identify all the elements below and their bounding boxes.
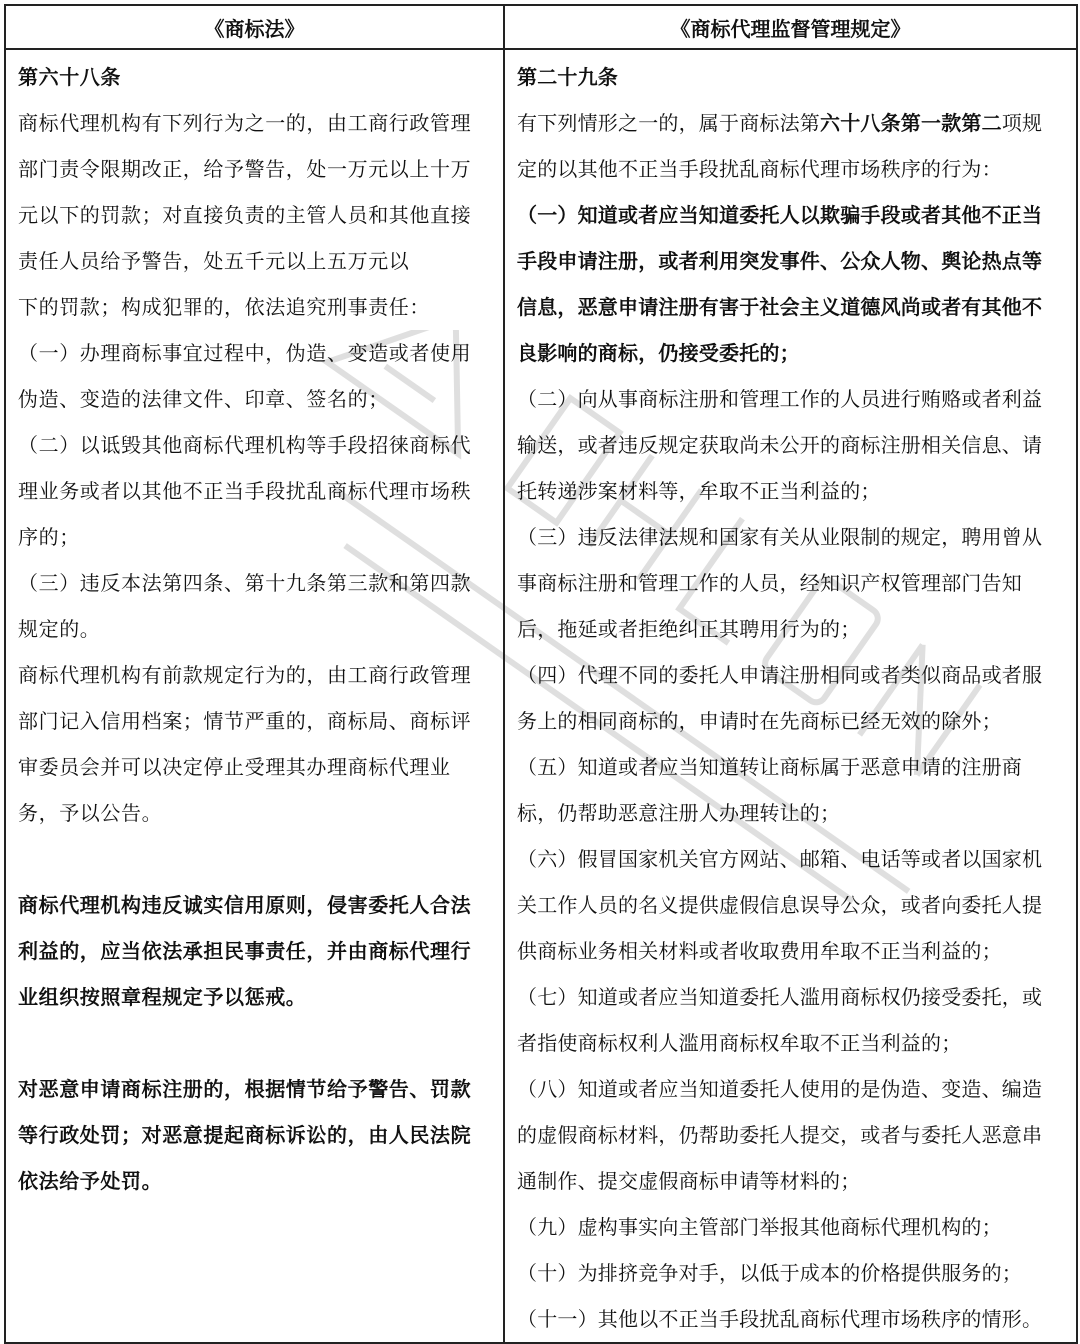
right-text-line: （七）知道或者应当知道委托人滥用商标权仍接受委托，或 [517, 985, 1043, 1009]
right-intro-line [517, 100, 1064, 146]
left-bold-line: 利益的，应当依法承担民事责任，并由商标代理行 [18, 939, 472, 963]
right-text-line: （三）违反法律法规和国家有关从业限制的规定，聘用曾从 [517, 525, 1043, 549]
right-bold-line: 信息，恶意申请注册有害于社会主义道德风尚或者有其他不 [517, 295, 1043, 319]
trademark-law-cell [5, 49, 504, 1343]
comparison-table [4, 4, 1078, 1344]
left-text-line: 理业务或者以其他不正当手段扰乱商标代理市场秩 [18, 479, 472, 503]
left-article-heading: 第六十八条 [18, 65, 121, 89]
right-text-line: （五）知道或者应当知道转让商标属于恶意申请的注册商 [517, 755, 1022, 779]
left-bold-line: 商标代理机构违反诚实信用原则，侵害委托人合法 [18, 893, 472, 917]
table-body-row [5, 49, 1077, 1343]
left-text-line: 规定的。 [18, 617, 101, 641]
right-text-line: 后，拖延或者拒绝纠正其聘用行为的； [517, 617, 861, 641]
right-article-heading: 第二十九条 [517, 65, 618, 89]
right-text-line: 关工作人员的名义提供虚假信息误导公众，或者向委托人提 [517, 893, 1043, 917]
left-text-line: 审委员会并可以决定停止受理其办理商标代理业 [18, 755, 451, 779]
left-text-line: 元以下的罚款；对直接负责的主管人员和其他直接 [18, 203, 472, 227]
right-text-line: （九）虚构事实向主管部门举报其他商标代理机构的； [517, 1215, 1002, 1239]
right-intro-text-end: 项规 [1001, 111, 1043, 135]
right-text-line: （十）为排挤竞争对手，以低于成本的价格提供服务的； [517, 1261, 1022, 1285]
left-bold-line: 业组织按照章程规定予以惩戒。 [18, 985, 307, 1009]
right-intro-bold: 六十八条第一款第二 [820, 111, 1002, 135]
right-bold-line: 良影响的商标，仍接受委托的； [517, 341, 800, 365]
left-text-line: （一）办理商标事宜过程中，伪造、变造或者使用 [18, 341, 472, 365]
right-text-line: （二）向从事商标注册和管理工作的人员进行贿赂或者利益 [517, 387, 1043, 411]
left-text-line: 部门记入信用档案；情节严重的，商标局、商标评 [18, 709, 472, 733]
right-text-line: （十一）其他以不正当手段扰乱商标代理市场秩序的情形。 [517, 1307, 1043, 1331]
right-bold-line: （一）知道或者应当知道委托人以欺骗手段或者其他不正当 [517, 203, 1043, 227]
left-bold-line: 等行政处罚；对恶意提起商标诉讼的，由人民法院 [18, 1123, 472, 1147]
left-text-line: 务，予以公告。 [18, 801, 163, 825]
left-text-line: （三）违反本法第四条、第十九条第三款和第四款 [18, 571, 472, 595]
left-blank-line [18, 1020, 491, 1066]
right-text-line: 者指使商标权利人滥用商标权牟取不正当利益的； [517, 1031, 962, 1055]
right-text-line: 标，仍帮助恶意注册人办理转让的； [517, 801, 841, 825]
left-text-line: （二）以诋毁其他商标代理机构等手段招徕商标代 [18, 433, 472, 457]
left-column-title: 《商标法》 [5, 5, 504, 49]
right-column-title: 《商标代理监督管理规定》 [504, 5, 1077, 49]
right-text-line: 定的以其他不正当手段扰乱商标代理市场秩序的行为： [517, 157, 1002, 181]
right-text-line: （四）代理不同的委托人申请注册相同或者类似商品或者服 [517, 663, 1043, 687]
left-blank-line [18, 836, 491, 882]
left-bold-line: 依法给予处罚。 [18, 1169, 163, 1193]
left-text-line: 责任人员给予警告，处五千元以上五万元以 [18, 249, 410, 273]
right-text-line: 事商标注册和管理工作的人员，经知识产权管理部门告知 [517, 571, 1022, 595]
right-text-line: 托转递涉案材料等，牟取不正当利益的； [517, 479, 881, 503]
right-text-line: 的虚假商标材料，仍帮助委托人提交，或者与委托人恶意串 [517, 1123, 1043, 1147]
left-text-line: 商标代理机构有前款规定行为的，由工商行政管理 [18, 663, 472, 687]
right-text-line: （八）知道或者应当知道委托人使用的是伪造、变造、编造 [517, 1077, 1043, 1101]
left-text-line: 商标代理机构有下列行为之一的，由工商行政管理 [18, 111, 472, 135]
left-bold-line: 对恶意申请商标注册的，根据情节给予警告、罚款 [18, 1077, 472, 1101]
table-header-row [5, 5, 1077, 49]
right-text-line: 务上的相同商标的，申请时在先商标已经无效的除外； [517, 709, 1002, 733]
left-text-line: 伪造、变造的法律文件、印章、签名的； [18, 387, 389, 411]
right-text-line: （六）假冒国家机关官方网站、邮箱、电话等或者以国家机 [517, 847, 1043, 871]
right-text-line: 输送，或者违反规定获取尚未公开的商标注册相关信息、请 [517, 433, 1043, 457]
left-text-line: 下的罚款；构成犯罪的，依法追究刑事责任： [18, 295, 430, 319]
agency-regulation-cell [504, 49, 1077, 1343]
right-intro-text: 有下列情形之一的，属于商标法第 [517, 111, 820, 135]
left-text-line: 序的； [18, 525, 80, 549]
left-text-line: 部门责令限期改正，给予警告，处一万元以上十万 [18, 157, 472, 181]
right-bold-line: 手段申请注册，或者利用突发事件、公众人物、舆论热点等 [517, 249, 1043, 273]
right-text-line: 供商标业务相关材料或者收取费用牟取不正当利益的； [517, 939, 1002, 963]
right-text-line: 通制作、提交虚假商标申请等材料的； [517, 1169, 861, 1193]
